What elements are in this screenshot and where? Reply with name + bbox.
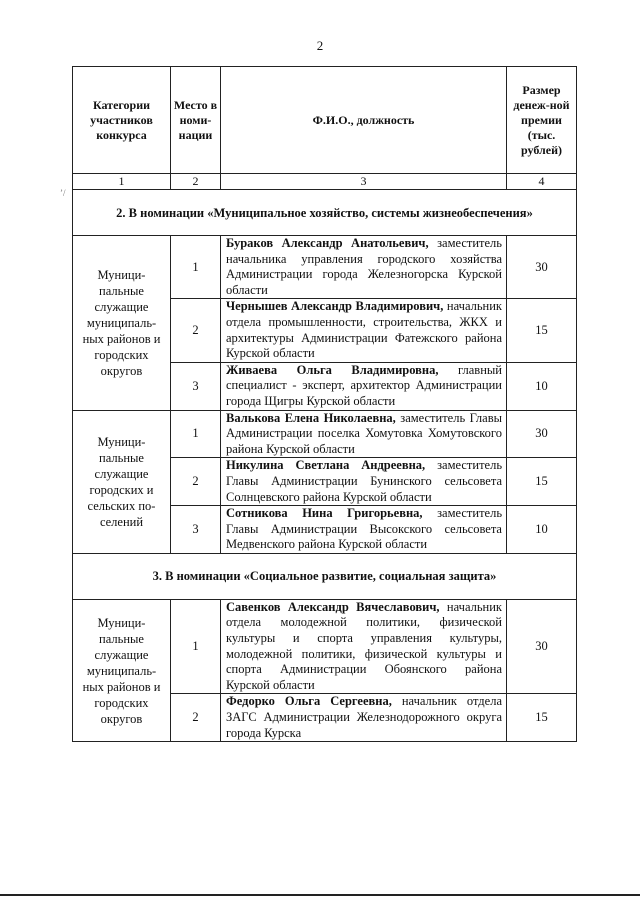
name-position-cell — [221, 506, 507, 553]
person-position: заместитель Главы Администрации Высокского сельсовета Медвенского района Курской области — [226, 506, 503, 552]
person-name: Савенков Александр Вячеславович, — [226, 599, 440, 614]
section-title: 2. В номинации «Муниципальное хозяйство, системы жизнеобеспечения» — [73, 190, 576, 236]
person-position: начальник отдела промышленности, строительства, ЖКХ и архитектуры Администрации Фатежского района Курской области — [226, 299, 502, 361]
prize-cell: 30 — [535, 639, 548, 654]
name-position-cell — [221, 600, 507, 694]
entries-list — [171, 236, 576, 410]
column-number: 4 — [538, 174, 545, 188]
place-cell: 3 — [171, 506, 221, 553]
place-cell: 2 — [171, 694, 221, 741]
prize-cell: 15 — [535, 323, 548, 338]
prize-cell: 30 — [535, 426, 548, 441]
header-category: Категории участников конкурса — [73, 67, 171, 173]
name-position-cell — [221, 458, 507, 505]
section-title: 3. В номинации «Социальное развитие, социальная защита» — [73, 554, 576, 600]
name-position-cell — [221, 363, 507, 410]
header-name-position: Ф.И.О., должность — [221, 67, 507, 173]
table-row — [171, 411, 576, 459]
place-cell: 1 — [171, 236, 221, 298]
person-name: Сотникова Нина Григорьевна, — [226, 506, 423, 521]
bottom-rule — [0, 894, 640, 896]
table-row — [171, 363, 576, 410]
table-header-row — [73, 67, 576, 174]
table-body — [73, 190, 576, 741]
table-row — [171, 458, 576, 506]
page-number: 2 — [316, 38, 324, 53]
category-label: Муници-пальные служащие городских и сельских по-селений — [73, 411, 171, 553]
category-group — [73, 411, 576, 554]
name-position-cell — [221, 236, 507, 298]
entries-list — [171, 600, 576, 741]
person-name: Валькова Елена Николаевна, — [226, 410, 396, 425]
table-row — [171, 694, 576, 741]
entries-list — [171, 411, 576, 553]
place-cell: 3 — [171, 363, 221, 410]
place-cell: 1 — [171, 600, 221, 694]
place-cell: 2 — [171, 458, 221, 505]
person-position: заместитель Главы Администрации Бунинского сельсовета Солнцевского района Курской области — [226, 458, 503, 504]
person-name: Чернышев Александр Владимирович, — [226, 299, 444, 314]
place-cell: 2 — [171, 299, 221, 361]
person-name: Федорко Ольга Сергеевна, — [226, 694, 392, 709]
person-position: заместитель Главы Администрации поселка Хомутовка Хомутовского района Курской области — [226, 410, 502, 456]
nominations-table — [72, 66, 577, 742]
person-position: начальник отдела ЗАГС Администрации Железнодорожного округа города Курска — [226, 694, 502, 740]
prize-cell: 15 — [535, 474, 548, 489]
margin-mark: ’/ — [60, 188, 66, 198]
category-label: Муници-пальные служащие муниципаль-ных районов и городских округов — [73, 600, 171, 741]
category-label: Муници-пальные служащие муниципаль-ных районов и городских округов — [73, 236, 171, 410]
column-number: 2 — [171, 174, 221, 189]
prize-cell: 15 — [535, 710, 548, 725]
column-number: 1 — [73, 174, 171, 189]
person-name: Живаева Ольга Владимировна, — [226, 362, 439, 377]
prize-cell: 10 — [535, 378, 548, 393]
name-position-cell — [221, 299, 507, 361]
person-position: начальник отдела молодежной политики, физической культуры и спорта управления культуры, молодежной политики, физической культуры и спорта Администрации Обоянского района Курской области — [226, 599, 502, 692]
table-row — [171, 600, 576, 695]
header-prize: Размер денеж-ной премии (тыс. рублей) — [513, 82, 570, 157]
prize-cell: 10 — [535, 521, 548, 536]
table-row — [171, 506, 576, 553]
column-numbers-row — [73, 174, 576, 190]
table-row — [171, 299, 576, 362]
table-row — [171, 236, 576, 299]
person-name: Бураков Александр Анатольевич, — [226, 236, 429, 250]
prize-cell: 30 — [535, 259, 548, 274]
category-group — [73, 600, 576, 741]
header-place: Место в номи-нации — [171, 67, 221, 173]
column-number: 3 — [221, 174, 507, 189]
category-group — [73, 236, 576, 411]
person-position: заместитель начальника управления городского хозяйства Администрации города Железногорска Курской области — [226, 236, 502, 297]
place-cell: 1 — [171, 411, 221, 458]
person-name: Никулина Светлана Андреевна, — [226, 458, 426, 473]
person-position: главный специалист - эксперт, архитектор Администрации города Щигры Курской области — [226, 362, 502, 408]
name-position-cell — [221, 411, 507, 458]
name-position-cell — [221, 694, 507, 741]
